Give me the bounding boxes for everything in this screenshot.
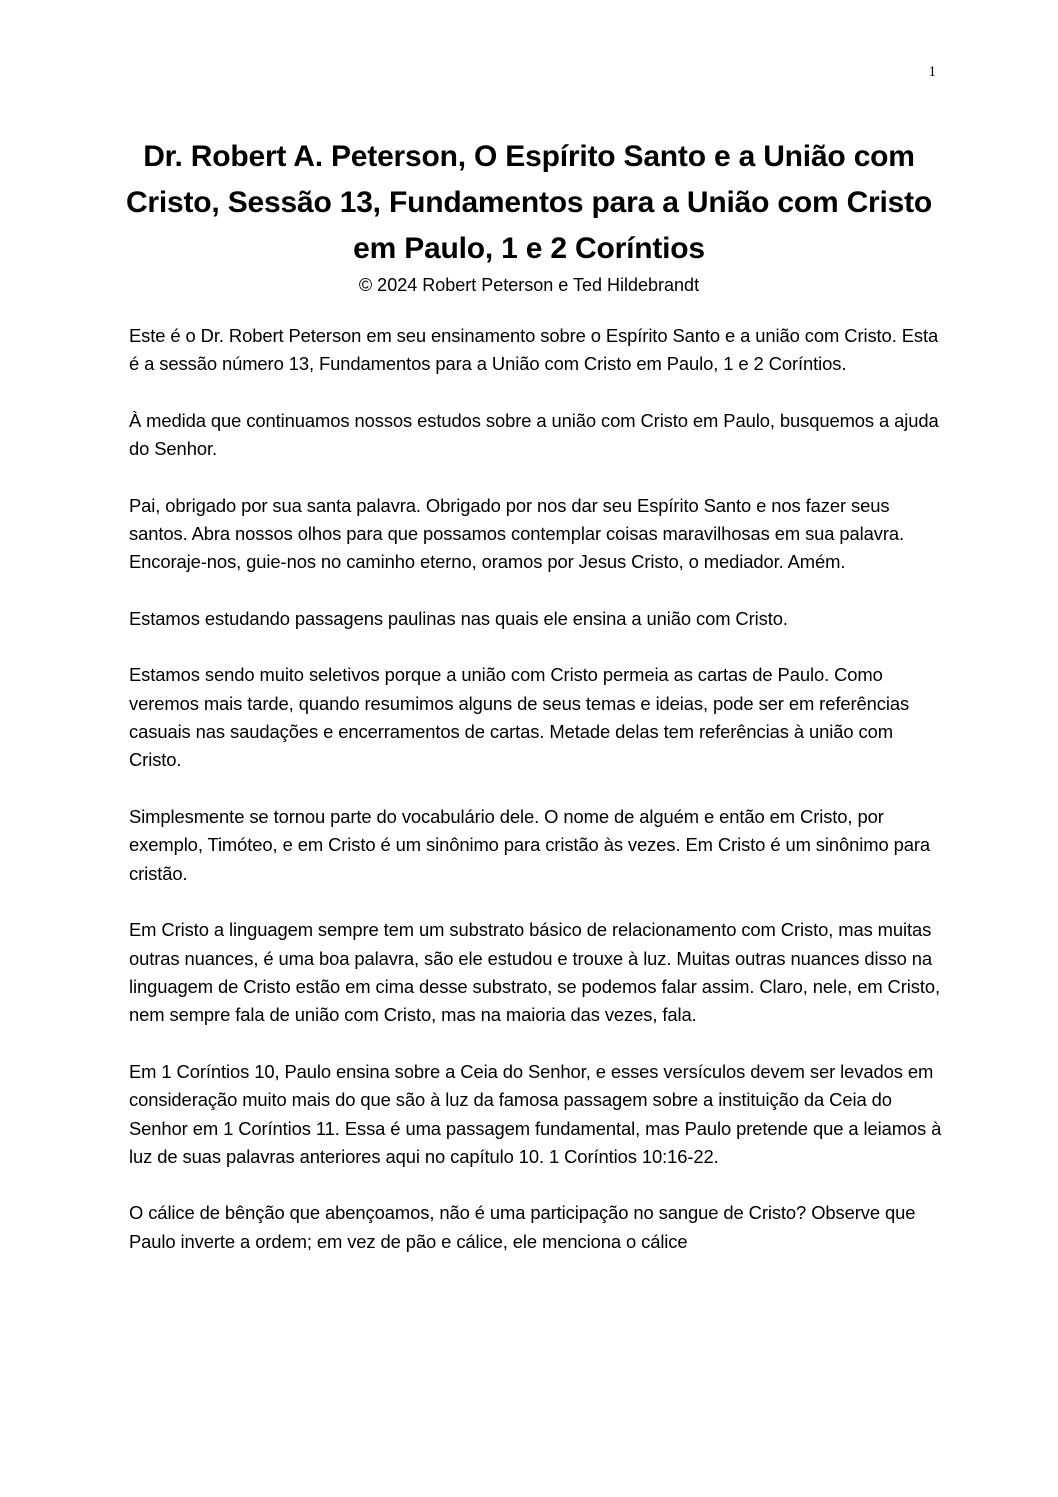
paragraph: Estamos estudando passagens paulinas nas quais ele ensina a união com Cristo.	[129, 607, 788, 629]
page-number: 1	[928, 64, 936, 80]
title-block	[110, 134, 948, 298]
paragraph: À medida que continuamos nossos estudos sobre a união com Cristo em Paulo, busquemos a ajuda do Senhor.	[129, 409, 939, 460]
paragraph: Em 1 Coríntios 10, Paulo ensina sobre a Ceia do Senhor, e esses versículos devem ser levados em consideração muito mais do que são à luz da famosa passagem sobre a instituição da Ceia do Senhor em 1 Coríntios 11. Essa é uma passagem fundamental, mas Paulo pretende que a leiamos à luz de suas palavras anteriores aqui no capítulo 10. 1 Coríntios 10:16-22.	[129, 1060, 942, 1167]
paragraph: Em Cristo a linguagem sempre tem um substrato básico de relacionamento com Cristo, mas muitas outras nuances, é uma boa palavra, são ele estudou e trouxe à luz. Muitas outras nuances disso na linguagem de Cristo estão em cima desse substrato, se podemos falar assim. Claro, nele, em Cristo, nem sempre fala de união com Cristo, mas na maioria das vezes, fala.	[129, 919, 940, 1026]
copyright-line: © 2024 Robert Peterson e Ted Hildebrandt	[358, 275, 700, 295]
paragraph: Simplesmente se tornou parte do vocabulário dele. O nome de alguém e então em Cristo, por exemplo, Timóteo, e em Cristo é um sinônimo para cristão às vezes. Em Cristo é um sinônimo para cristão.	[129, 805, 931, 884]
paragraph: Estamos sendo muito seletivos porque a união com Cristo permeia as cartas de Paulo. Como veremos mais tarde, quando resumimos alguns de seus temas e ideias, pode ser em referências casuais nas saudações e encerramentos de cartas. Metade delas tem referências à união com Cristo.	[129, 664, 910, 771]
document-title: Dr. Robert A. Peterson, O Espírito Santo e a União com Cristo, Sessão 13, Fundamentos para a União com Cristo em Paulo, 1 e 2 Coríntios	[125, 140, 933, 265]
document-body	[129, 322, 944, 1284]
paragraph: O cálice de bênção que abençoamos, não é uma participação no sangue de Cristo? Observe que Paulo inverte a ordem; em vez de pão e cálice, ele menciona o cálice	[129, 1202, 916, 1252]
paragraph: Este é o Dr. Robert Peterson em seu ensinamento sobre o Espírito Santo e a união com Cristo. Esta é a sessão número 13, Fundamentos para a União com Cristo em Paulo, 1 e 2 Coríntios.	[129, 325, 939, 375]
paragraph: Pai, obrigado por sua santa palavra. Obrigado por nos dar seu Espírito Santo e nos fazer seus santos. Abra nossos olhos para que possamos contemplar coisas maravilhosas em sua palavra. Encoraje-nos, guie-nos no caminho eterno, oramos por Jesus Cristo, o mediador. Amém.	[129, 494, 905, 573]
